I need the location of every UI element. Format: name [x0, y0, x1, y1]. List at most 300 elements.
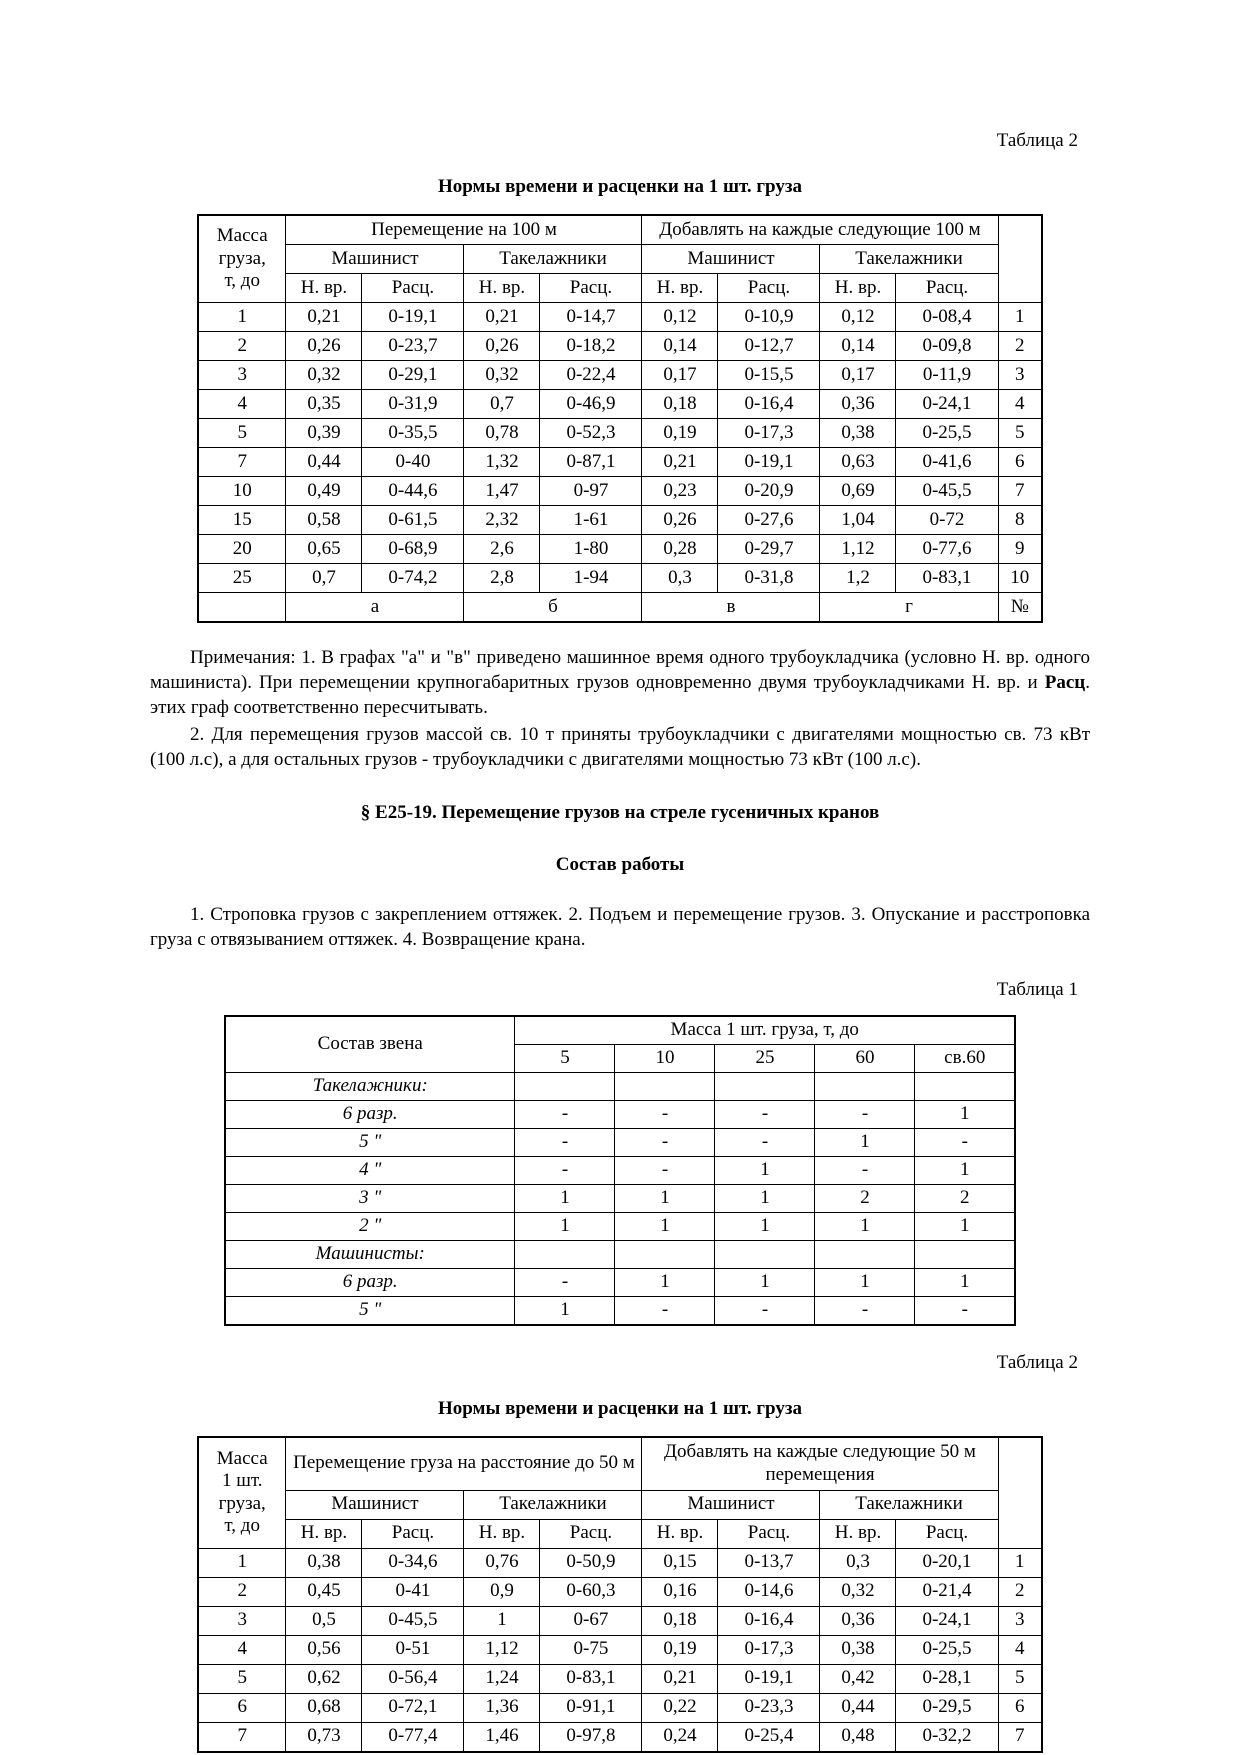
unit-nv-g: Н. вр.: [820, 274, 896, 303]
norm-time-cell-b: 0,32: [464, 361, 540, 390]
crew-row: [225, 1156, 1015, 1184]
rate-cell-g: 0-24,1: [896, 390, 998, 419]
subheader-riggers-1: Такелажники: [464, 245, 642, 274]
note1-text: Примечания: 1. В графах "а" и "в" приведено машинное время одного трубоукладчика (условно Н. вр. одного машиниста). При перемещении крупногабаритных грузов одновременно двумя трубоукладчиками Н. вр. и: [150, 647, 1090, 694]
crew-value-cell: -: [915, 1128, 1015, 1156]
crew-value-cell: [515, 1072, 615, 1100]
crew-value-cell: -: [815, 1100, 915, 1128]
table-row: [198, 419, 1042, 448]
crew-value-cell: 1: [815, 1268, 915, 1296]
rate-cell-a: 0-68,9: [362, 535, 464, 564]
norm-time-cell-v: 0,19: [642, 1635, 718, 1664]
norm-time-cell-a: 0,39: [286, 419, 362, 448]
rate-cell-a: 0-51: [362, 1635, 464, 1664]
mass-cell: 7: [198, 1722, 286, 1752]
norm-time-cell-a: 0,65: [286, 535, 362, 564]
norm-time-cell-b: 0,76: [464, 1548, 540, 1577]
crew-value-cell: 1: [715, 1184, 815, 1212]
rate-cell-b: 0-97,8: [540, 1722, 642, 1752]
crew-value-cell: -: [515, 1128, 615, 1156]
table-caption-bottom: Таблица 2: [996, 1351, 1078, 1373]
rate-cell-a: 0-44,6: [362, 477, 464, 506]
crew-rank-label: 3 ": [225, 1184, 515, 1212]
table-title-bottom: Нормы времени и расценки на 1 шт. груза: [437, 1397, 802, 1419]
mass-header-b-line-3: груза,: [218, 1492, 266, 1514]
row-number-cell: 2: [998, 1577, 1042, 1606]
footer-col-v: в: [642, 593, 820, 623]
rate-cell-v: 0-29,7: [718, 535, 820, 564]
rate-cell-g: 0-25,5: [896, 1635, 998, 1664]
crew-value-cell: [815, 1240, 915, 1268]
crew-value-cell: -: [615, 1296, 715, 1325]
crew-value-cell: 1: [815, 1212, 915, 1240]
norm-time-cell-a: 0,49: [286, 477, 362, 506]
footer-col-a: а: [286, 593, 464, 623]
table-header-row: [198, 215, 1042, 245]
norm-time-cell-b: 0,21: [464, 303, 540, 332]
unit-nv-bg: Н. вр.: [820, 1519, 896, 1548]
crew-row: [225, 1184, 1015, 1212]
rate-cell-v: 0-19,1: [718, 1664, 820, 1693]
unit-rc-bg: Расц.: [896, 1519, 998, 1548]
crew-value-cell: 1: [915, 1268, 1015, 1296]
section-subheading: Состав работы: [555, 854, 685, 876]
crew-col-5: 5: [515, 1044, 615, 1072]
row-number-cell: 4: [998, 390, 1042, 419]
norm-time-cell-b: 1: [464, 1606, 540, 1635]
norm-time-cell-v: 0,17: [642, 361, 718, 390]
rate-cell-b: 0-46,9: [540, 390, 642, 419]
norm-time-cell-v: 0,16: [642, 1577, 718, 1606]
row-number-cell: 1: [998, 303, 1042, 332]
table2-bottom-wrapper: [150, 1436, 1090, 1753]
norm-time-cell-v: 0,12: [642, 303, 718, 332]
work-composition-paragraph: 1. Строповка грузов с закреплением оттяжек. 2. Подъем и перемещение грузов. 3. Опускание и расстроповка груза с отвязыванием оттяжек. 4. Возвращение крана.: [150, 904, 1090, 951]
rate-cell-a: 0-45,5: [362, 1606, 464, 1635]
crew-value-cell: -: [615, 1156, 715, 1184]
norm-time-cell-v: 0,3: [642, 564, 718, 593]
table-row: [198, 1635, 1042, 1664]
unit-rc-b: Расц.: [540, 274, 642, 303]
mass-cell: 4: [198, 390, 286, 419]
norm-time-cell-v: 0,18: [642, 390, 718, 419]
crew-value-cell: [815, 1072, 915, 1100]
mass-header-b-line-1: Масса: [216, 1447, 268, 1469]
rate-cell-v: 0-25,4: [718, 1722, 820, 1752]
norm-time-cell-g: 0,36: [820, 1606, 896, 1635]
rate-cell-g: 0-08,4: [896, 303, 998, 332]
unit-nv-a: Н. вр.: [286, 274, 362, 303]
unit-rc-ba: Расц.: [362, 1519, 464, 1548]
crew-rank-label: 5 ": [225, 1128, 515, 1156]
section-heading: § Е25-19. Перемещение грузов на стреле гусеничных кранов: [360, 802, 880, 824]
rate-cell-g: 0-11,9: [896, 361, 998, 390]
norm-time-cell-g: 0,32: [820, 1577, 896, 1606]
subheader-machinist-1: Машинист: [286, 245, 464, 274]
crew-col-60: 60: [815, 1044, 915, 1072]
subheader-machinist-2: Машинист: [642, 245, 820, 274]
norm-time-cell-a: 0,7: [286, 564, 362, 593]
crew-value-cell: -: [515, 1156, 615, 1184]
rate-cell-a: 0-19,1: [362, 303, 464, 332]
rate-cell-v: 0-27,6: [718, 506, 820, 535]
norms-table-top-body: [198, 303, 1042, 593]
rate-cell-b: 0-60,3: [540, 1577, 642, 1606]
norm-time-cell-g: 0,3: [820, 1548, 896, 1577]
unit-nv-bb: Н. вр.: [464, 1519, 540, 1548]
crew-value-cell: 1: [715, 1268, 815, 1296]
row-number-cell: 5: [998, 419, 1042, 448]
rate-cell-v: 0-10,9: [718, 303, 820, 332]
norm-time-cell-g: 0,44: [820, 1693, 896, 1722]
rate-cell-b: 0-14,7: [540, 303, 642, 332]
crew-value-cell: [715, 1240, 815, 1268]
crew-value-cell: 1: [915, 1212, 1015, 1240]
unit-rc-bb: Расц.: [540, 1519, 642, 1548]
norm-time-cell-a: 0,68: [286, 1693, 362, 1722]
norm-time-cell-v: 0,19: [642, 419, 718, 448]
mass-cell: 1: [198, 303, 286, 332]
mass-header-cell: [198, 215, 286, 303]
crew-value-cell: 1: [615, 1268, 715, 1296]
norm-time-cell-v: 0,28: [642, 535, 718, 564]
norm-time-cell-g: 1,12: [820, 535, 896, 564]
rate-cell-b: 0-18,2: [540, 332, 642, 361]
table-row: [198, 506, 1042, 535]
norm-time-cell-v: 0,18: [642, 1606, 718, 1635]
rate-cell-v: 0-14,6: [718, 1577, 820, 1606]
crew-value-cell: 1: [915, 1156, 1015, 1184]
row-number-cell: 6: [998, 1693, 1042, 1722]
norm-time-cell-b: 1,47: [464, 477, 540, 506]
norm-time-cell-g: 1,2: [820, 564, 896, 593]
norm-time-cell-g: 0,63: [820, 448, 896, 477]
norm-time-cell-b: 1,24: [464, 1664, 540, 1693]
rate-cell-b: 0-87,1: [540, 448, 642, 477]
rate-cell-v: 0-15,5: [718, 361, 820, 390]
table-row: [198, 1693, 1042, 1722]
unit-rc-a: Расц.: [362, 274, 464, 303]
rate-cell-a: 0-35,5: [362, 419, 464, 448]
table-footer-row: [198, 593, 1042, 623]
norm-time-cell-b: 1,36: [464, 1693, 540, 1722]
table-caption-crew: Таблица 1: [996, 978, 1078, 1000]
rate-cell-v: 0-17,3: [718, 419, 820, 448]
norm-time-cell-b: 1,12: [464, 1635, 540, 1664]
rate-cell-a: 0-31,9: [362, 390, 464, 419]
norm-time-cell-b: 2,32: [464, 506, 540, 535]
row-number-cell: 3: [998, 361, 1042, 390]
norm-time-cell-a: 0,58: [286, 506, 362, 535]
number-header-cell: [998, 215, 1042, 303]
table2-top-wrapper: [150, 214, 1090, 623]
mass-cell: 6: [198, 1693, 286, 1722]
table-caption-top: Таблица 2: [996, 130, 1078, 151]
footer-col-g: г: [820, 593, 998, 623]
norm-time-cell-b: 1,46: [464, 1722, 540, 1752]
norm-time-cell-a: 0,56: [286, 1635, 362, 1664]
row-number-cell: 2: [998, 332, 1042, 361]
rate-cell-b: 1-80: [540, 535, 642, 564]
crew-group-label: Такелажники:: [225, 1072, 515, 1100]
mass-cell: 5: [198, 1664, 286, 1693]
norm-time-cell-a: 0,35: [286, 390, 362, 419]
mass-cell: 25: [198, 564, 286, 593]
rate-cell-b: 0-75: [540, 1635, 642, 1664]
table-header-row-bottom: [198, 1437, 1042, 1491]
subheader-machinist-b1: Машинист: [286, 1490, 464, 1519]
crew-col-10: 10: [615, 1044, 715, 1072]
crew-value-cell: -: [815, 1296, 915, 1325]
norm-time-cell-a: 0,45: [286, 1577, 362, 1606]
table-subheader-row-bottom: [198, 1490, 1042, 1519]
norm-time-cell-v: 0,23: [642, 477, 718, 506]
crew-rank-label: 6 разр.: [225, 1268, 515, 1296]
rate-cell-a: 0-74,2: [362, 564, 464, 593]
crew-value-cell: [915, 1072, 1015, 1100]
rate-cell-g: 0-24,1: [896, 1606, 998, 1635]
crew-header-row: [225, 1016, 1015, 1045]
crew-rank-label: 6 разр.: [225, 1100, 515, 1128]
row-number-cell: 10: [998, 564, 1042, 593]
crew-table-body: [225, 1072, 1015, 1325]
norm-time-cell-v: 0,15: [642, 1548, 718, 1577]
unit-nv-v: Н. вр.: [642, 274, 718, 303]
row-number-cell: 4: [998, 1635, 1042, 1664]
norm-time-cell-b: 1,32: [464, 448, 540, 477]
norm-time-cell-v: 0,21: [642, 448, 718, 477]
rate-cell-g: 0-45,5: [896, 477, 998, 506]
crew-value-cell: 1: [615, 1212, 715, 1240]
crew-row: [225, 1296, 1015, 1325]
norm-time-cell-b: 0,26: [464, 332, 540, 361]
mass-cell: 10: [198, 477, 286, 506]
row-number-cell: 3: [998, 1606, 1042, 1635]
rate-cell-a: 0-72,1: [362, 1693, 464, 1722]
rate-cell-g: 0-32,2: [896, 1722, 998, 1752]
row-number-cell: 5: [998, 1664, 1042, 1693]
mass-header-line-2: груза,: [218, 247, 266, 269]
unit-rc-v: Расц.: [718, 274, 820, 303]
norm-time-cell-b: 2,6: [464, 535, 540, 564]
norm-time-cell-v: 0,22: [642, 1693, 718, 1722]
table-row: [198, 448, 1042, 477]
mass-cell: 2: [198, 1577, 286, 1606]
norm-time-cell-a: 0,73: [286, 1722, 362, 1752]
crew-rank-label: 4 ": [225, 1156, 515, 1184]
mass-header-line-3: т, до: [224, 270, 260, 292]
crew-row: [225, 1268, 1015, 1296]
group-header-move-bottom: Перемещение груза на расстояние до 50 м: [286, 1437, 642, 1491]
norm-time-cell-v: 0,24: [642, 1722, 718, 1752]
rate-cell-a: 0-56,4: [362, 1664, 464, 1693]
norms-table-bottom-body: [198, 1548, 1042, 1752]
mass-cell: 3: [198, 1606, 286, 1635]
table-row: [198, 390, 1042, 419]
crew-value-cell: 2: [915, 1184, 1015, 1212]
mass-cell: 15: [198, 506, 286, 535]
norm-time-cell-v: 0,26: [642, 506, 718, 535]
rate-cell-a: 0-41: [362, 1577, 464, 1606]
crew-col-sv60: св.60: [915, 1044, 1015, 1072]
norm-time-cell-g: 0,38: [820, 1635, 896, 1664]
norm-time-cell-g: 1,04: [820, 506, 896, 535]
row-number-cell: 7: [998, 1722, 1042, 1752]
table-subheader-row: [198, 245, 1042, 274]
crew-value-cell: -: [715, 1296, 815, 1325]
note-paragraph-1: [150, 645, 1090, 720]
crew-row: [225, 1100, 1015, 1128]
rate-cell-b: 0-52,3: [540, 419, 642, 448]
crew-group-label: Машинисты:: [225, 1240, 515, 1268]
note-paragraph-2: 2. Для перемещения грузов массой св. 10 т приняты трубоукладчики с двигателями мощностью св. 73 кВт (100 л.с), а для остальных грузов - трубоукладчики с двигателями мощностью 73 кВт (100 л.с).: [150, 724, 1090, 771]
crew-value-cell: [915, 1240, 1015, 1268]
unit-nv-ba: Н. вр.: [286, 1519, 362, 1548]
rate-cell-b: 1-61: [540, 506, 642, 535]
crew-value-cell: [715, 1072, 815, 1100]
rate-cell-a: 0-61,5: [362, 506, 464, 535]
rate-cell-b: 0-22,4: [540, 361, 642, 390]
unit-nv-b: Н. вр.: [464, 274, 540, 303]
table-row: [198, 332, 1042, 361]
rate-cell-a: 0-34,6: [362, 1548, 464, 1577]
crew-value-cell: -: [815, 1156, 915, 1184]
rate-cell-g: 0-09,8: [896, 332, 998, 361]
crew-value-cell: 1: [715, 1212, 815, 1240]
rate-cell-a: 0-40: [362, 448, 464, 477]
rate-cell-g: 0-21,4: [896, 1577, 998, 1606]
crew-value-cell: -: [515, 1100, 615, 1128]
rate-cell-v: 0-31,8: [718, 564, 820, 593]
rate-cell-g: 0-20,1: [896, 1548, 998, 1577]
row-number-cell: 8: [998, 506, 1042, 535]
crew-group-header: Масса 1 шт. груза, т, до: [515, 1016, 1015, 1045]
table-row: [198, 1548, 1042, 1577]
norm-time-cell-b: 0,7: [464, 390, 540, 419]
norm-time-cell-a: 0,26: [286, 332, 362, 361]
number-header-cell-bottom: [998, 1437, 1042, 1549]
mass-cell: 1: [198, 1548, 286, 1577]
mass-cell: 4: [198, 1635, 286, 1664]
crew-col-25: 25: [715, 1044, 815, 1072]
mass-cell: 3: [198, 361, 286, 390]
norm-time-cell-a: 0,21: [286, 303, 362, 332]
norm-time-cell-g: 0,14: [820, 332, 896, 361]
rate-cell-b: 0-91,1: [540, 1693, 642, 1722]
footer-col-b: б: [464, 593, 642, 623]
rate-cell-v: 0-12,7: [718, 332, 820, 361]
crew-row: [225, 1212, 1015, 1240]
rate-cell-v: 0-23,3: [718, 1693, 820, 1722]
rate-cell-b: 1-94: [540, 564, 642, 593]
subheader-riggers-b1: Такелажники: [464, 1490, 642, 1519]
subheader-riggers-2: Такелажники: [820, 245, 998, 274]
norm-time-cell-v: 0,14: [642, 332, 718, 361]
footer-blank: [198, 593, 286, 623]
crew-row: [225, 1240, 1015, 1268]
norm-time-cell-g: 0,17: [820, 361, 896, 390]
crew-value-cell: 1: [515, 1296, 615, 1325]
rate-cell-g: 0-72: [896, 506, 998, 535]
rate-cell-v: 0-17,3: [718, 1635, 820, 1664]
rate-cell-b: 0-67: [540, 1606, 642, 1635]
table-row: [198, 477, 1042, 506]
crew-value-cell: 2: [815, 1184, 915, 1212]
crew-value-cell: -: [915, 1296, 1015, 1325]
table-row: [198, 1606, 1042, 1635]
table-row: [198, 535, 1042, 564]
mass-cell: 7: [198, 448, 286, 477]
crew-row: [225, 1072, 1015, 1100]
row-number-cell: 7: [998, 477, 1042, 506]
crew-value-cell: -: [715, 1100, 815, 1128]
rate-cell-g: 0-29,5: [896, 1693, 998, 1722]
table-row: [198, 361, 1042, 390]
norm-time-cell-a: 0,38: [286, 1548, 362, 1577]
table-row: [198, 303, 1042, 332]
crew-value-cell: [615, 1240, 715, 1268]
rate-cell-b: 0-50,9: [540, 1548, 642, 1577]
crew-value-cell: -: [615, 1128, 715, 1156]
norm-time-cell-b: 2,8: [464, 564, 540, 593]
norm-time-cell-a: 0,32: [286, 361, 362, 390]
group-header-move: Перемещение на 100 м: [286, 215, 642, 245]
table-unit-row: [198, 274, 1042, 303]
mass-header-b-line-4: т, до: [224, 1514, 260, 1536]
rate-cell-g: 0-25,5: [896, 419, 998, 448]
norm-time-cell-a: 0,44: [286, 448, 362, 477]
norm-time-cell-g: 0,48: [820, 1722, 896, 1752]
table-unit-row-bottom: [198, 1519, 1042, 1548]
crew-value-cell: -: [515, 1268, 615, 1296]
note1-tail: . этих граф соответственно пересчитывать.: [150, 672, 1090, 719]
rate-cell-g: 0-77,6: [896, 535, 998, 564]
row-number-cell: 9: [998, 535, 1042, 564]
norm-time-cell-g: 0,12: [820, 303, 896, 332]
table-row: [198, 564, 1042, 593]
rate-cell-v: 0-16,4: [718, 1606, 820, 1635]
norm-time-cell-a: 0,5: [286, 1606, 362, 1635]
crew-name-header: Состав звена: [225, 1016, 515, 1073]
crew-value-cell: 1: [715, 1156, 815, 1184]
norm-time-cell-g: 0,69: [820, 477, 896, 506]
crew-rank-label: 2 ": [225, 1212, 515, 1240]
row-number-cell: 6: [998, 448, 1042, 477]
crew-rank-label: 5 ": [225, 1296, 515, 1325]
group-header-add: Добавлять на каждые следующие 100 м: [642, 215, 998, 245]
mass-header-line-1: Масса: [216, 225, 268, 247]
crew-value-cell: 1: [915, 1100, 1015, 1128]
rate-cell-g: 0-83,1: [896, 564, 998, 593]
subheader-riggers-b2: Такелажники: [820, 1490, 998, 1519]
subheader-machinist-b2: Машинист: [642, 1490, 820, 1519]
norm-time-cell-b: 0,9: [464, 1577, 540, 1606]
table-row: [198, 1664, 1042, 1693]
crew-value-cell: [515, 1240, 615, 1268]
rate-cell-v: 0-19,1: [718, 448, 820, 477]
crew-value-cell: 1: [515, 1212, 615, 1240]
rate-cell-a: 0-29,1: [362, 361, 464, 390]
table-title-top: Нормы времени и расценки на 1 шт. груза: [437, 176, 802, 197]
norm-time-cell-g: 0,42: [820, 1664, 896, 1693]
norm-time-cell-v: 0,21: [642, 1664, 718, 1693]
norms-table-bottom: [197, 1436, 1043, 1753]
mass-cell: 5: [198, 419, 286, 448]
norm-time-cell-g: 0,38: [820, 419, 896, 448]
rate-cell-v: 0-20,9: [718, 477, 820, 506]
footer-col-no: №: [998, 593, 1042, 623]
unit-rc-g: Расц.: [896, 274, 998, 303]
